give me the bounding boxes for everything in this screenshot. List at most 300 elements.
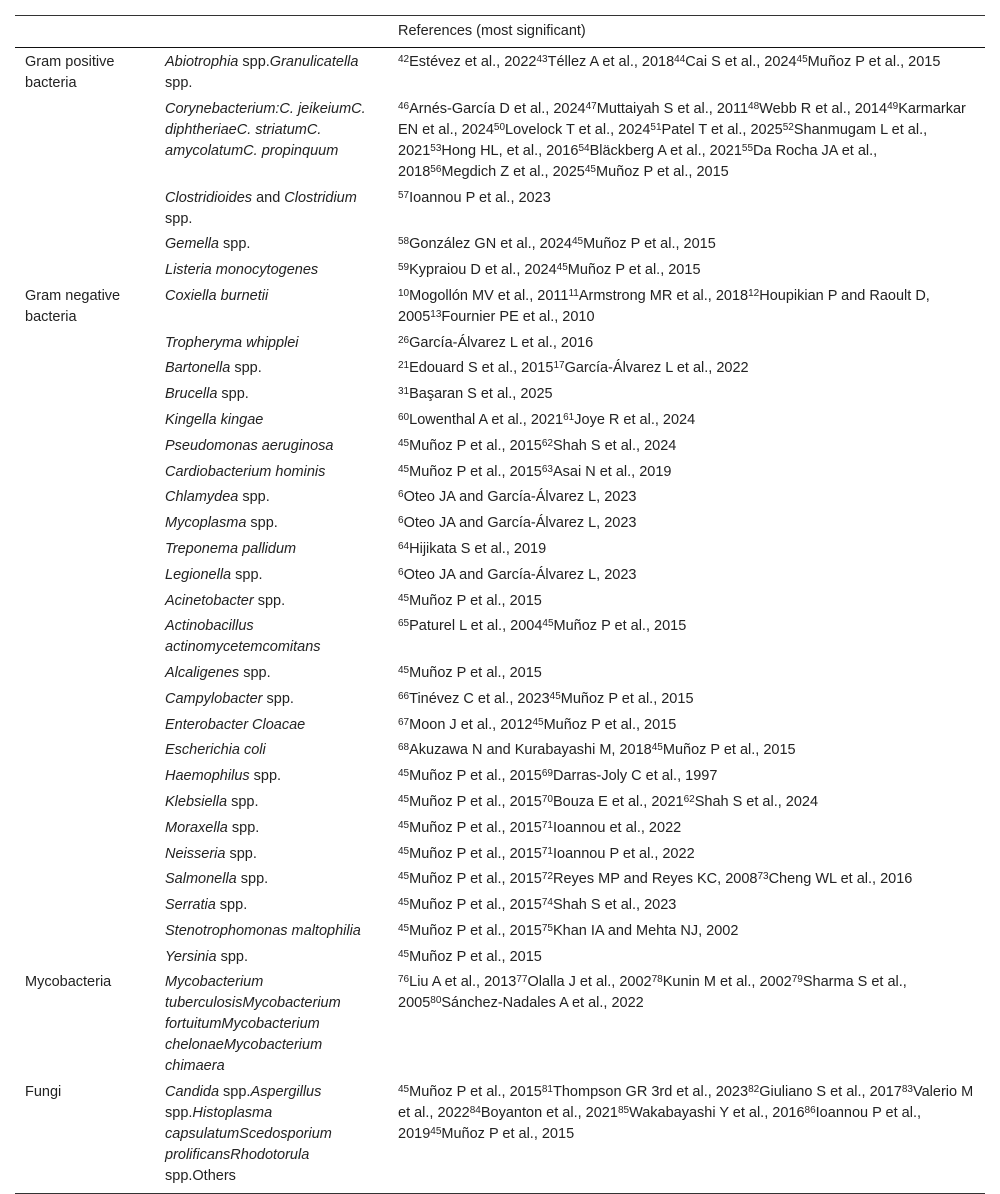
reference-number: 86: [804, 1105, 816, 1117]
category-cell: [15, 96, 155, 185]
organism-text: Haemophilus: [165, 768, 250, 785]
reference-number: 75: [541, 922, 553, 934]
category-cell: [15, 185, 155, 232]
reference-citation: Edouard S et al., 2015: [409, 360, 554, 377]
reference-number: 78: [651, 974, 663, 986]
table-row: [15, 686, 985, 712]
reference-citation: Muñoz P et al., 2015: [596, 163, 729, 180]
reference-citation: Muñoz P et al., 2015: [807, 54, 941, 70]
reference-number: 50: [493, 121, 506, 133]
reference-citation: Cai S et al., 2024: [685, 54, 797, 70]
category-cell: Mycobacteria: [25, 974, 112, 991]
reference-number: 45: [398, 437, 410, 449]
organism-text: spp.: [165, 75, 193, 91]
organism-text: spp.: [238, 489, 270, 506]
reference-number: 62: [683, 793, 695, 805]
reference-citation: Liu A et al., 2013: [409, 974, 517, 991]
reference-number: 45: [398, 897, 410, 909]
reference-number: 46: [398, 100, 410, 112]
category-cell: [15, 918, 155, 944]
reference-number: 45: [571, 236, 584, 248]
table-row: [15, 48, 985, 97]
organism-text: Brucella: [165, 386, 218, 403]
table-row: [15, 382, 985, 408]
organism-cell: [155, 185, 388, 232]
reference-number: 68: [398, 742, 410, 754]
references-cell: [388, 970, 985, 1080]
category-cell: [15, 511, 155, 537]
organism-text: Pseudomonas aeruginosa: [165, 437, 334, 454]
reference-citation: Khan IA and Mehta NJ, 2002: [553, 922, 739, 939]
category-cell: [15, 712, 155, 738]
organism-text: Stenotrophomonas maltophilia: [165, 922, 361, 939]
organism-text: Listeria monocytogenes: [165, 262, 319, 279]
reference-citation: Muñoz P et al., 2015: [409, 845, 542, 862]
reference-citation: Joye R et al., 2024: [574, 412, 696, 429]
reference-citation: Moon J et al., 2012: [409, 716, 533, 733]
category-cell: [15, 408, 155, 434]
organism-cell: [155, 944, 388, 970]
category-cell: [15, 738, 155, 764]
reference-number: 61: [563, 412, 575, 424]
category-cell: [15, 485, 155, 511]
reference-number: 45: [651, 742, 663, 754]
reference-citation: Lovelock T et al., 2024: [505, 121, 651, 138]
reference-citation: Hijikata S et al., 2019: [409, 540, 547, 557]
reference-number: 45: [532, 716, 544, 728]
table-row: [15, 661, 985, 687]
table-row: [15, 96, 985, 185]
header-category: [15, 16, 155, 48]
category-cell: [15, 944, 155, 970]
organism-text: Enterobacter Cloacae: [165, 716, 306, 733]
reference-citation: Muñoz P et al., 2015: [662, 742, 796, 759]
reference-citation: Muñoz P et al., 2015: [409, 768, 542, 785]
reference-citation: Sánchez-Nadales A et al., 2022: [441, 995, 644, 1012]
table-row: [15, 185, 985, 232]
category-cell: [15, 588, 155, 614]
organism-text: Candida: [165, 1084, 220, 1101]
organism-cell: [155, 841, 388, 867]
reference-citation: Kunin M et al., 2002: [662, 974, 792, 991]
category-cell: [15, 815, 155, 841]
reference-citation: Karmarkar EN et al., 2024: [398, 100, 966, 138]
reference-number: 60: [398, 412, 410, 424]
table-row: [15, 867, 985, 893]
organism-text: spp.: [165, 210, 193, 227]
category-cell: [15, 686, 155, 712]
reference-number: 71: [541, 845, 553, 857]
reference-number: 80: [430, 995, 442, 1007]
table-row: [15, 485, 985, 511]
reference-citation: Paturel L et al., 2004: [409, 618, 543, 635]
organism-text: Escherichia coli: [165, 742, 266, 759]
reference-number: 45: [398, 948, 410, 960]
reference-number: 63: [541, 463, 553, 475]
organism-text: spp.: [238, 54, 270, 70]
references-cell: [388, 1080, 985, 1194]
reference-citation: Shah S et al., 2024: [553, 437, 677, 454]
reference-citation: García-Álvarez L et al., 2016: [409, 334, 594, 351]
reference-citation: Darras-Joly C et al., 1997: [553, 768, 718, 785]
category-cell: [15, 232, 155, 258]
references-cell: [388, 459, 985, 485]
references-cell: [388, 588, 985, 614]
table-row: [15, 537, 985, 563]
reference-number: 47: [585, 100, 597, 112]
reference-number: 42: [398, 54, 410, 65]
organism-text: Cardiobacterium hominis: [165, 463, 326, 480]
reference-citation: Armstrong MR et al., 2018: [578, 287, 749, 304]
organism-text: spp.: [239, 665, 271, 682]
reference-citation: Sharma S et al., 2005: [398, 974, 907, 1012]
organism-cell: [155, 712, 388, 738]
reference-number: 65: [398, 618, 410, 630]
reference-citation: Oteo JA and García-Álvarez L, 2023: [403, 515, 637, 532]
reference-citation: Valerio M et al., 2022: [398, 1084, 974, 1122]
references-cell: [388, 661, 985, 687]
reference-number: 45: [542, 618, 554, 630]
table-row: [15, 893, 985, 919]
category-cell: [15, 356, 155, 382]
reference-number: 45: [398, 793, 410, 805]
reference-citation: Muñoz P et al., 2015: [409, 592, 542, 609]
references-cell: [388, 562, 985, 588]
organism-text: Granulicatella: [269, 54, 359, 70]
reference-number: 12: [748, 287, 760, 299]
category-cell: [15, 459, 155, 485]
reference-number: 45: [398, 922, 410, 934]
reference-number: 71: [541, 819, 553, 831]
references-table: [15, 15, 985, 1194]
reference-citation: Da Rocha JA et al., 2018: [398, 142, 878, 180]
table-row: [15, 232, 985, 258]
reference-citation: Ioannou P et al., 2022: [553, 845, 695, 862]
references-cell: [388, 408, 985, 434]
reference-number: 21: [398, 360, 410, 372]
reference-citation: Oteo JA and García-Álvarez L, 2023: [403, 566, 637, 583]
category-cell: [15, 841, 155, 867]
reference-citation: Oteo JA and García-Álvarez L, 2023: [403, 489, 637, 506]
organism-text: Mycobacterium tuberculosisMycobacterium fortuitumMycobacterium chelonaeMycobacterium chimaera: [165, 974, 341, 1075]
reference-number: 82: [748, 1084, 760, 1096]
organism-cell: [155, 382, 388, 408]
organism-cell: [155, 511, 388, 537]
category-cell: [15, 764, 155, 790]
reference-number: 6: [398, 489, 404, 501]
references-cell: [388, 790, 985, 816]
reference-citation: Tinévez C et al., 2023: [409, 690, 550, 707]
organism-cell: [155, 330, 388, 356]
table-row: [15, 330, 985, 356]
references-cell: [388, 258, 985, 284]
organism-text: Acinetobacter: [165, 592, 254, 609]
reference-citation: Başaran S et al., 2025: [409, 386, 553, 403]
reference-citation: Muñoz P et al., 2015: [409, 897, 542, 914]
organism-cell: [155, 356, 388, 382]
reference-citation: Muttaiyah S et al., 2011: [596, 100, 749, 117]
organism-text: Neisseria: [165, 845, 226, 862]
organism-text: spp.: [225, 845, 257, 862]
reference-citation: Thompson GR 3rd et al., 2023: [553, 1084, 749, 1101]
reference-citation: Megdich Z et al., 2025: [441, 163, 585, 180]
reference-number: 26: [398, 334, 410, 346]
reference-number: 53: [430, 142, 442, 154]
organism-text: Tropheryma whipplei: [165, 334, 299, 351]
organism-cell: [155, 232, 388, 258]
table-row: [15, 790, 985, 816]
reference-number: 43: [536, 54, 548, 65]
reference-number: 67: [398, 716, 410, 728]
table-row: [15, 918, 985, 944]
organism-cell: [155, 867, 388, 893]
table-row: [15, 764, 985, 790]
reference-number: 17: [553, 360, 565, 372]
header-organism: [155, 16, 388, 48]
organism-cell: [155, 764, 388, 790]
organism-cell: [155, 893, 388, 919]
reference-citation: Ioannou P et al., 2023: [409, 189, 551, 206]
table-row: [15, 562, 985, 588]
reference-citation: Arnés-García D et al., 2024: [409, 100, 586, 117]
reference-number: 66: [398, 690, 410, 702]
reference-number: 45: [549, 690, 561, 702]
reference-number: 45: [398, 1084, 410, 1096]
reference-citation: González GN et al., 2024: [409, 236, 572, 253]
reference-citation: Cheng WL et al., 2016: [768, 871, 913, 888]
category-cell: [15, 893, 155, 919]
category-cell: [15, 790, 155, 816]
organism-text: Campylobacter: [165, 690, 263, 707]
reference-citation: Muñoz P et al., 2015: [409, 922, 542, 939]
organism-cell: [155, 815, 388, 841]
reference-number: 57: [398, 189, 410, 201]
organism-text: Clostridioides: [165, 189, 253, 206]
table-row: [15, 433, 985, 459]
reference-citation: Muñoz P et al., 2015: [409, 665, 542, 682]
category-cell: [15, 537, 155, 563]
reference-number: 6: [398, 566, 404, 578]
organism-text: Serratia: [165, 897, 216, 914]
organism-text: spp.: [165, 1105, 193, 1122]
reference-number: 45: [584, 163, 596, 175]
reference-number: 54: [578, 142, 590, 154]
reference-citation: Muñoz P et al., 2015: [583, 236, 716, 253]
organism-cell: [155, 686, 388, 712]
table-row: [15, 511, 985, 537]
reference-number: 64: [398, 540, 410, 552]
references-cell: [388, 48, 985, 97]
category-cell: Gram negative bacteria: [25, 287, 121, 325]
organism-text: spp.: [219, 1084, 251, 1101]
reference-citation: Shah S et al., 2023: [553, 897, 677, 914]
reference-citation: Fournier PE et al., 2010: [441, 308, 595, 325]
reference-number: 6: [398, 515, 404, 527]
reference-citation: Ioannou P et al., 2019: [398, 1105, 922, 1143]
reference-citation: Muñoz P et al., 2015: [409, 819, 542, 836]
organism-text: and: [252, 189, 285, 206]
table-row: [15, 614, 985, 661]
reference-number: 81: [541, 1084, 553, 1096]
organism-cell: [155, 1080, 388, 1194]
references-cell: [388, 764, 985, 790]
table-row: [15, 841, 985, 867]
reference-citation: Téllez A et al., 2018: [547, 54, 675, 70]
reference-number: 45: [398, 871, 410, 883]
table-body: [15, 48, 985, 1194]
organism-cell: [155, 485, 388, 511]
table-header-row: [15, 16, 985, 48]
reference-citation: Ioannou et al., 2022: [553, 819, 682, 836]
references-cell: [388, 686, 985, 712]
organism-cell: [155, 433, 388, 459]
organism-cell: [155, 970, 388, 1080]
reference-citation: Mogollón MV et al., 2011: [409, 287, 569, 304]
organism-text: Chlamydea: [165, 489, 239, 506]
reference-number: 10: [398, 287, 410, 299]
references-cell: [388, 815, 985, 841]
references-cell: [388, 185, 985, 232]
organism-text: spp.Others: [165, 1168, 236, 1185]
organism-text: Aspergillus: [250, 1084, 322, 1101]
category-cell: [15, 614, 155, 661]
reference-citation: Bläckberg A et al., 2021: [589, 142, 742, 159]
references-cell: [388, 614, 985, 661]
reference-citation: Bouza E et al., 2021: [553, 793, 684, 810]
category-cell: [15, 258, 155, 284]
references-cell: [388, 537, 985, 563]
references-cell: [388, 867, 985, 893]
reference-citation: Hong HL, et al., 2016: [441, 142, 579, 159]
table-row: [15, 356, 985, 382]
reference-citation: Muñoz P et al., 2015: [553, 618, 687, 635]
organism-text: Abiotrophia: [165, 54, 239, 70]
organism-text: Legionella: [165, 566, 232, 583]
organism-cell: [155, 284, 388, 331]
reference-number: 69: [541, 768, 553, 780]
organism-text: spp.: [216, 948, 249, 965]
category-cell: [15, 382, 155, 408]
organism-text: spp.: [217, 386, 249, 403]
reference-citation: Muñoz P et al., 2015: [409, 948, 542, 965]
reference-number: 52: [782, 121, 794, 133]
reference-citation: García-Álvarez L et al., 2022: [564, 360, 749, 377]
reference-citation: Olalla J et al., 2002: [527, 974, 652, 991]
reference-citation: Patel T et al., 2025: [661, 121, 783, 138]
category-cell: Gram positive bacteria: [25, 54, 115, 91]
organism-text: spp.: [227, 819, 260, 836]
organism-cell: [155, 918, 388, 944]
reference-citation: Muñoz P et al., 2015: [409, 463, 542, 480]
reference-number: 79: [791, 974, 803, 986]
organism-text: Histoplasma capsulatumScedosporium prolificansRhodotorula: [165, 1105, 332, 1164]
reference-number: 45: [398, 819, 410, 831]
reference-citation: Wakabayashi Y et al., 2016: [629, 1105, 805, 1122]
references-cell: [388, 232, 985, 258]
reference-citation: Muñoz P et al., 2015: [409, 1084, 542, 1101]
references-cell: [388, 433, 985, 459]
category-cell: Fungi: [15, 1080, 155, 1194]
organism-text: spp.: [253, 592, 286, 609]
reference-number: 70: [541, 793, 553, 805]
reference-citation: Boyanton et al., 2021: [480, 1105, 618, 1122]
organism-text: Salmonella: [165, 871, 237, 888]
organism-text: Treponema pallidum: [165, 540, 297, 557]
organism-cell: [155, 459, 388, 485]
table-row: [15, 815, 985, 841]
organism-text: spp.: [231, 566, 263, 583]
reference-number: 77: [516, 974, 528, 986]
reference-citation: Muñoz P et al., 2015: [441, 1126, 575, 1143]
organism-cell: [155, 537, 388, 563]
references-cell: [388, 918, 985, 944]
organism-cell: [155, 790, 388, 816]
organism-text: spp.: [249, 768, 282, 785]
organism-cell: [155, 614, 388, 661]
table-row: [15, 970, 985, 1080]
organism-text: Coxiella burnetii: [165, 287, 269, 304]
references-cell: [388, 382, 985, 408]
organism-cell: [155, 258, 388, 284]
organism-text: Clostridium: [284, 189, 357, 206]
reference-number: 55: [741, 142, 754, 154]
organism-cell: [155, 96, 388, 185]
reference-number: 49: [887, 100, 899, 112]
reference-number: 83: [901, 1084, 913, 1096]
reference-number: 45: [398, 845, 410, 857]
reference-number: 13: [430, 308, 442, 320]
reference-citation: Reyes MP and Reyes KC, 2008: [553, 871, 758, 888]
organism-text: Klebsiella: [165, 793, 228, 810]
organism-text: spp.: [230, 360, 262, 377]
reference-number: 74: [541, 897, 553, 909]
category-cell: [15, 562, 155, 588]
references-cell: [388, 738, 985, 764]
organism-text: Kingella kingae: [165, 412, 264, 429]
reference-number: 58: [398, 236, 410, 248]
references-cell: [388, 511, 985, 537]
organism-text: spp.: [246, 515, 278, 532]
reference-citation: Shah S et al., 2024: [694, 793, 819, 810]
references-cell: [388, 712, 985, 738]
organism-text: spp.: [215, 897, 248, 914]
organism-text: Bartonella: [165, 360, 231, 377]
organism-text: spp.: [227, 793, 259, 810]
table-row: [15, 712, 985, 738]
references-cell: [388, 356, 985, 382]
references-cell: [388, 944, 985, 970]
organism-text: Corynebacterium:C. jeikeiumC. diphtheriaeC. striatumC. amycolatumC. propinquum: [165, 100, 366, 159]
reference-number: 45: [398, 768, 410, 780]
reference-number: 45: [398, 592, 410, 604]
reference-citation: Muñoz P et al., 2015: [409, 793, 542, 810]
table-row: [15, 284, 985, 331]
reference-citation: Lowenthal A et al., 2021: [409, 412, 564, 429]
reference-citation: Houpikian P and Raoult D, 2005: [398, 287, 930, 325]
organism-cell: [155, 588, 388, 614]
reference-citation: Shanmugam L et al., 2021: [398, 121, 928, 159]
reference-number: 73: [757, 871, 769, 883]
reference-number: 44: [674, 54, 686, 65]
organism-cell: [155, 661, 388, 687]
organism-text: Alcaligenes: [165, 665, 240, 682]
table-row: [15, 738, 985, 764]
reference-citation: Kypraiou D et al., 2024: [409, 262, 557, 279]
organism-text: Moraxella: [165, 819, 228, 836]
reference-number: 11: [568, 287, 579, 299]
references-cell: [388, 284, 985, 331]
organism-text: Actinobacillus actinomycetemcomitans: [165, 618, 321, 656]
